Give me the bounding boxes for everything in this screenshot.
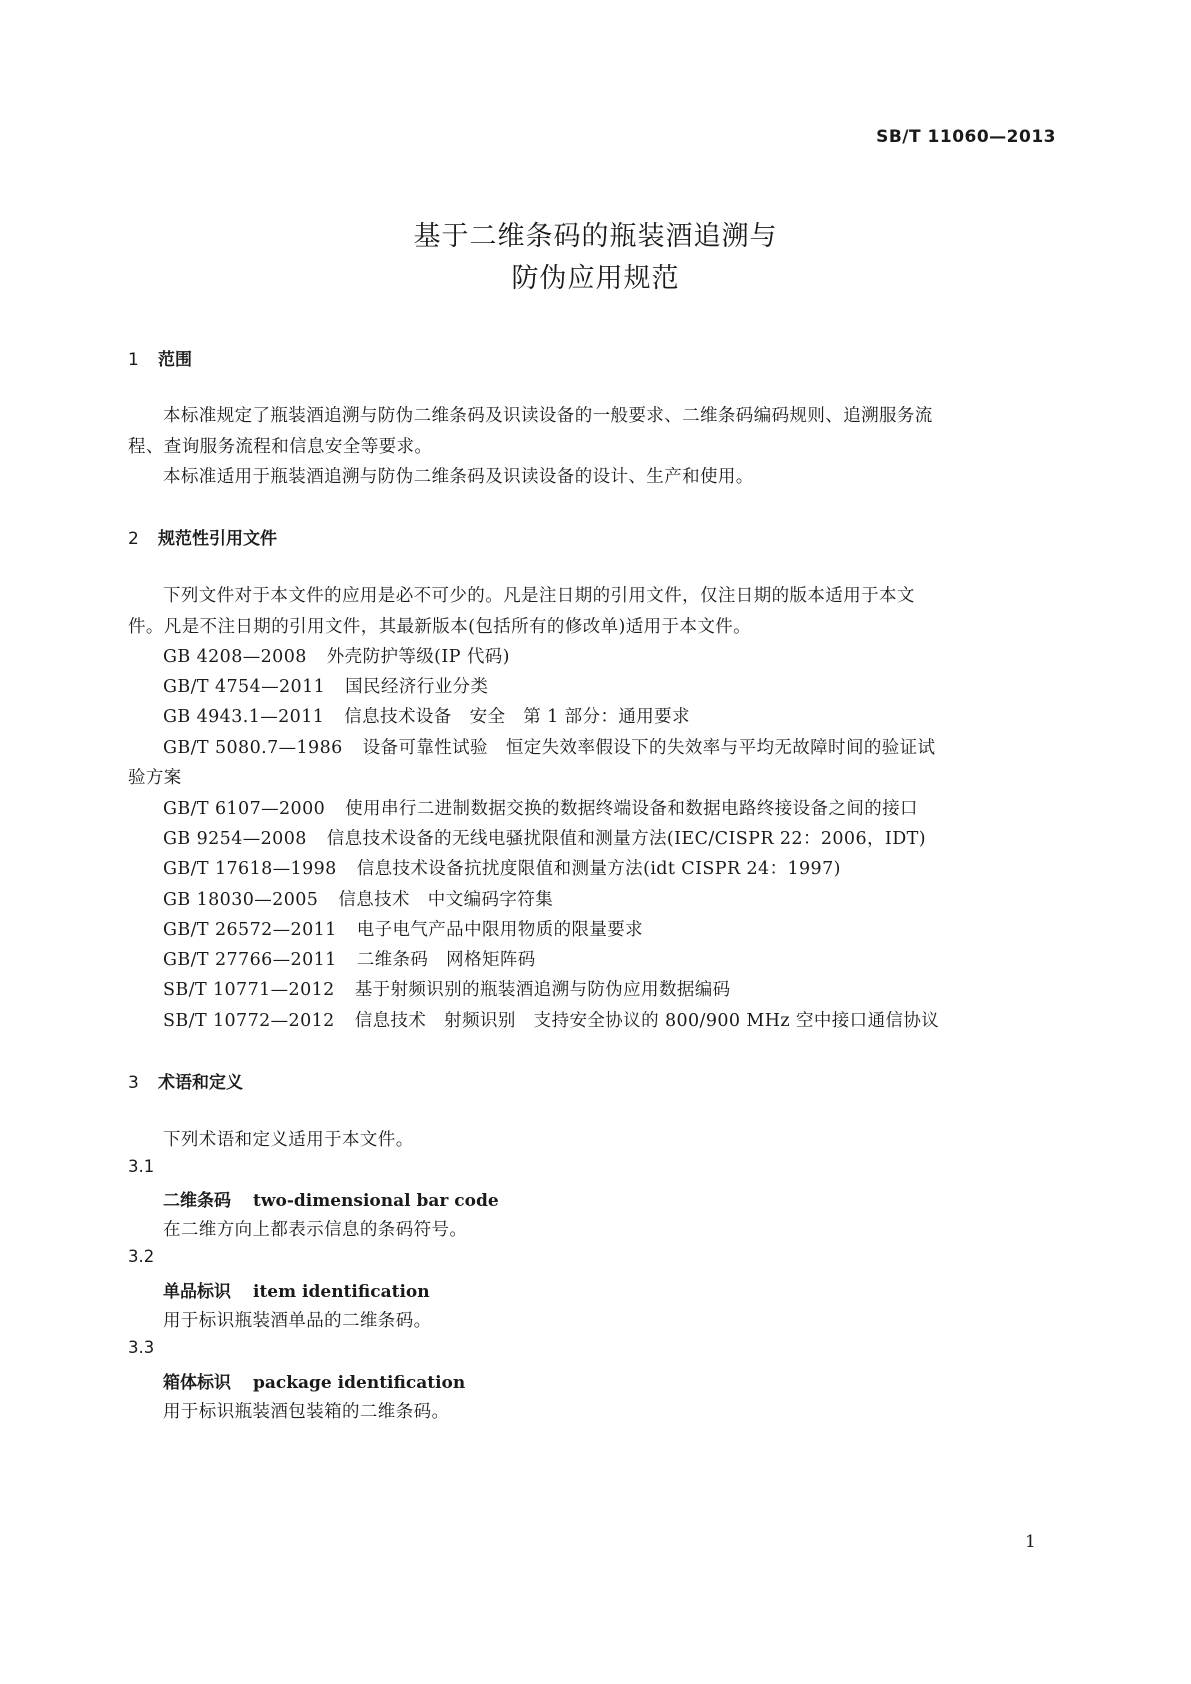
reference-code: GB 4943.1—2011: [163, 707, 325, 727]
reference-title: 电子电气产品中限用物质的限量要求: [356, 920, 644, 940]
reference-item: [163, 795, 918, 820]
section-1-heading: [128, 345, 192, 370]
section-number: 2: [128, 529, 139, 549]
reference-item: [163, 1007, 939, 1032]
reference-item: [163, 976, 731, 1001]
section-1-paragraph-1-line-1: 本标准规定了瓶装酒追溯与防伪二维条码及识读设备的一般要求、二维条码编码规则、追溯服务流: [163, 406, 933, 426]
section-number: 3: [128, 1073, 139, 1093]
term-number: 3.2: [128, 1247, 155, 1266]
section-2-intro-line-2: 件。凡是不注日期的引用文件，其最新版本(包括所有的修改单)适用于本文件。: [128, 617, 752, 637]
section-1-paragraph-1-line-2: 程、查询服务流程和信息安全等要求。: [128, 437, 433, 457]
reference-item: [163, 916, 643, 941]
reference-title: 信息技术 射频识别 支持安全协议的 800/900 MHz 空中接口通信协议: [354, 1011, 940, 1031]
term-heading: [163, 1186, 499, 1211]
document-title-line1: 基于二维条码的瓶装酒追溯与: [413, 221, 778, 252]
reference-title: 外壳防护等级(IP 代码): [326, 647, 510, 667]
reference-code: GB 4208—2008: [163, 647, 307, 667]
reference-title-continuation: 验方案: [128, 768, 182, 788]
reference-item: [163, 643, 510, 668]
term-en: package identification: [253, 1373, 466, 1393]
reference-title: 信息技术设备 安全 第 1 部分：通用要求: [344, 707, 690, 727]
reference-item: [163, 673, 488, 698]
section-3-intro: 下列术语和定义适用于本文件。: [163, 1130, 414, 1150]
section-2-intro-line-1: 下列文件对于本文件的应用是必不可少的。凡是注日期的引用文件，仅注日期的版本适用于本文: [163, 586, 915, 606]
reference-title: 信息技术 中文编码字符集: [338, 890, 554, 910]
reference-code: GB/T 17618—1998: [163, 859, 337, 879]
reference-code: GB 18030—2005: [163, 890, 319, 910]
term-definition: 用于标识瓶装酒包装箱的二维条码。: [163, 1402, 450, 1422]
reference-item: [163, 734, 935, 759]
reference-title: 国民经济行业分类: [345, 677, 489, 697]
term-zh: 二维条码: [163, 1191, 231, 1211]
reference-code: GB/T 27766—2011: [163, 950, 337, 970]
reference-title: 设备可靠性试验 恒定失效率假设下的失效率与平均无故障时间的验证试: [362, 738, 936, 758]
section-title: 规范性引用文件: [158, 529, 277, 549]
reference-code: GB/T 6107—2000: [163, 799, 326, 819]
reference-item: [163, 703, 690, 728]
term-zh: 单品标识: [163, 1282, 231, 1302]
reference-title: 信息技术设备抗扰度限值和测量方法(idt CISPR 24：1997): [356, 859, 841, 879]
standard-code: SB/T 11060—2013: [876, 127, 1056, 147]
term-number: 3.3: [128, 1338, 155, 1357]
reference-title: 信息技术设备的无线电骚扰限值和测量方法(IEC/CISPR 22：2006，IDT): [326, 829, 926, 849]
term-definition: 在二维方向上都表示信息的条码符号。: [163, 1220, 468, 1240]
page-number: 1: [1025, 1532, 1036, 1552]
section-title: 术语和定义: [158, 1073, 243, 1093]
section-1-paragraph-2: 本标准适用于瓶装酒追溯与防伪二维条码及识读设备的设计、生产和使用。: [163, 467, 754, 487]
reference-item: [163, 946, 536, 971]
reference-title: 二维条码 网格矩阵码: [356, 950, 536, 970]
term-zh: 箱体标识: [163, 1373, 231, 1393]
term-number: 3.1: [128, 1157, 155, 1176]
reference-item: [163, 886, 553, 911]
section-3-heading: [128, 1068, 243, 1093]
section-2-heading: [128, 524, 277, 549]
reference-code: GB 9254—2008: [163, 829, 307, 849]
reference-title: 基于射频识别的瓶装酒追溯与防伪应用数据编码: [354, 980, 731, 1000]
reference-code: GB/T 26572—2011: [163, 920, 337, 940]
term-heading: [163, 1368, 465, 1393]
reference-code: GB/T 5080.7—1986: [163, 738, 343, 758]
section-title: 范围: [158, 350, 192, 370]
section-number: 1: [128, 350, 139, 370]
term-definition: 用于标识瓶装酒单品的二维条码。: [163, 1311, 432, 1331]
reference-code: SB/T 10772—2012: [163, 1011, 335, 1031]
term-en: two-dimensional bar code: [253, 1191, 499, 1211]
term-en: item identification: [253, 1282, 430, 1302]
reference-code: SB/T 10771—2012: [163, 980, 335, 1000]
term-heading: [163, 1277, 430, 1302]
reference-item: [163, 855, 841, 880]
reference-code: GB/T 4754—2011: [163, 677, 326, 697]
document-title-line2: 防伪应用规范: [511, 263, 680, 294]
reference-title: 使用串行二进制数据交换的数据终端设备和数据电路终接设备之间的接口: [345, 799, 918, 819]
reference-item: [163, 825, 926, 850]
